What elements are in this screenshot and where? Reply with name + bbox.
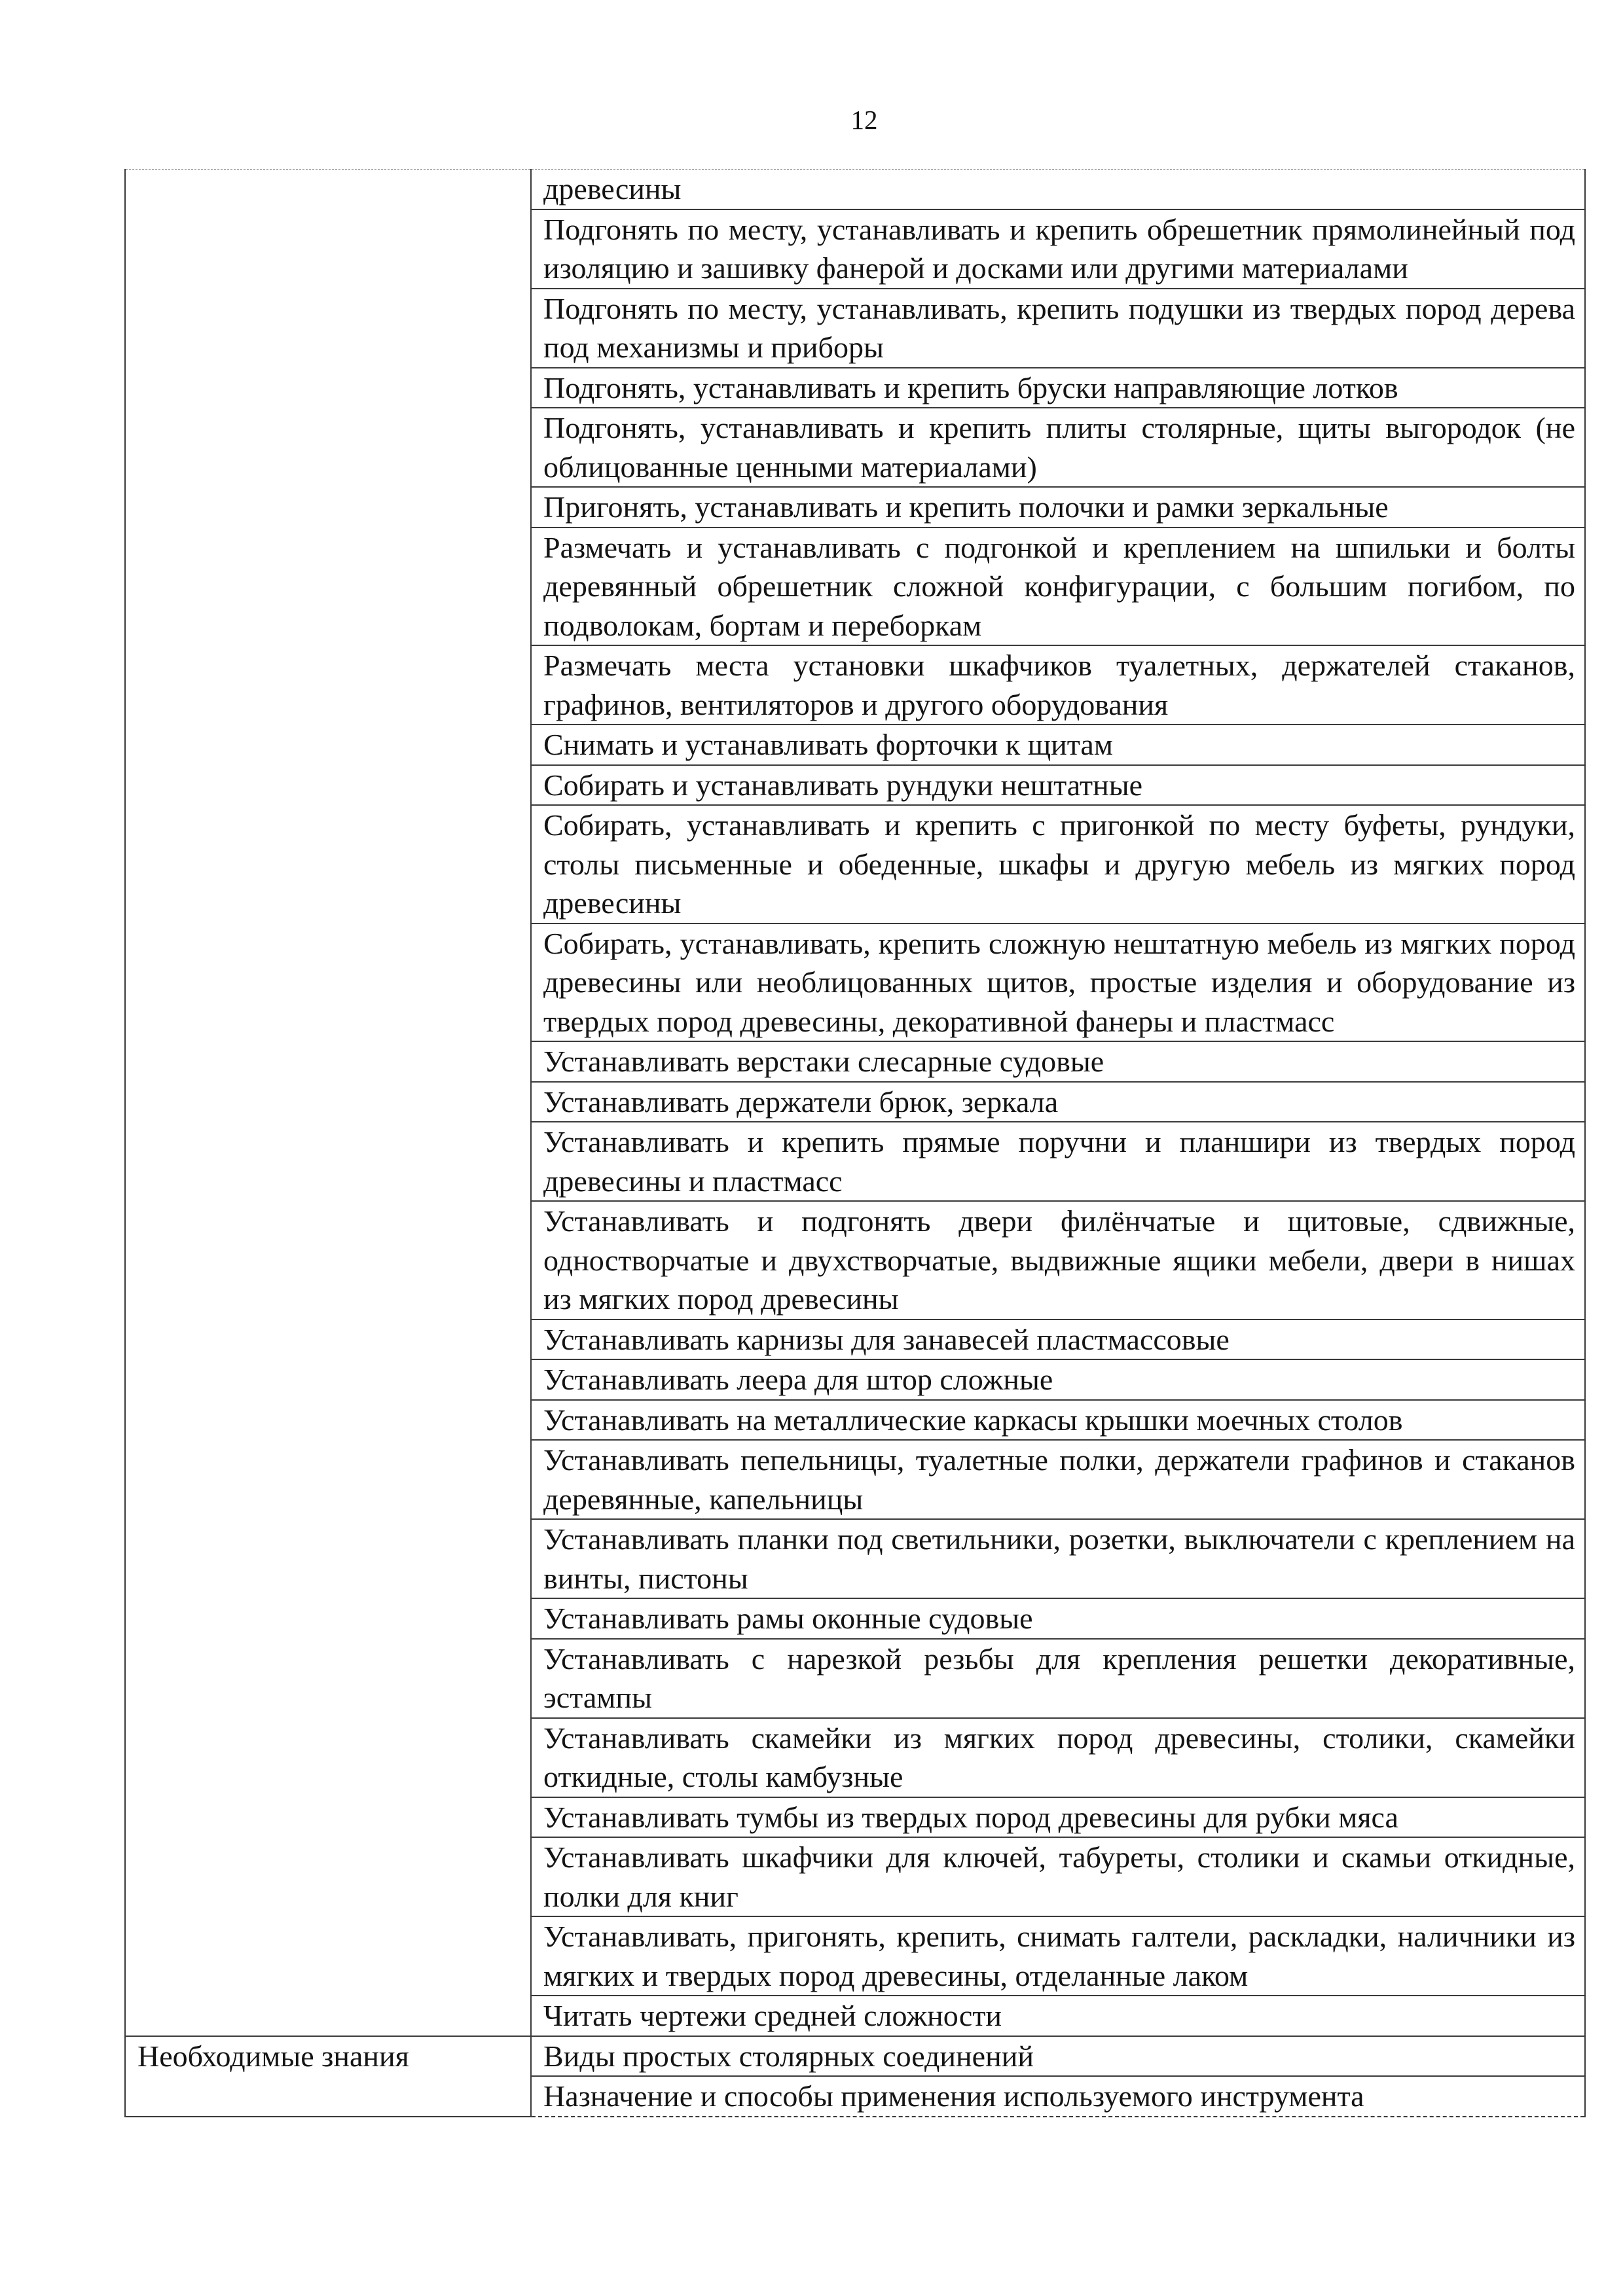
page-number: 12 <box>850 105 878 135</box>
skill-item: Устанавливать верстаки слесарные судовые <box>531 1041 1585 1082</box>
knowledge-label-cell: Необходимые знания <box>125 2036 531 2117</box>
skill-item: Собирать и устанавливать рундуки нештатные <box>531 765 1585 806</box>
skill-item: Устанавливать скамейки из мягких пород древесины, столики, скамейки откидные, столы камбузные <box>531 1718 1585 1797</box>
skill-item: Устанавливать леера для штор сложные <box>531 1359 1585 1400</box>
skill-item: древесины <box>531 170 1585 209</box>
skill-item: Подгонять по месту, устанавливать, крепить подушки из твердых пород дерева под механизмы и приборы <box>531 289 1585 368</box>
knowledge-item: Назначение и способы применения используемого инструмента <box>531 2076 1585 2117</box>
skill-item: Устанавливать планки под светильники, розетки, выключатели с креплением на винты, пистоны <box>531 1519 1585 1598</box>
skill-item: Устанавливать тумбы из твердых пород древесины для рубки мяса <box>531 1797 1585 1838</box>
skill-item: Подгонять по месту, устанавливать и крепить обрешетник прямолинейный под изоляцию и зашивку фанерой и досками или другими материалами <box>531 209 1585 289</box>
skill-item: Устанавливать держатели брюк, зеркала <box>531 1082 1585 1122</box>
skill-item: Собирать, устанавливать, крепить сложную нештатную мебель из мягких пород древесины или необлицованных щитов, простые изделия и оборудование из твердых пород древесины, декоративной фанеры и пластмасс <box>531 924 1585 1042</box>
skill-item: Читать чертежи средней сложности <box>531 1996 1585 2036</box>
skill-item: Устанавливать карнизы для занавесей пластмассовые <box>531 1319 1585 1360</box>
skill-item: Устанавливать пепельницы, туалетные полки, держатели графинов и стаканов деревянные, капельницы <box>531 1440 1585 1519</box>
skill-item: Снимать и устанавливать форточки к щитам <box>531 725 1585 765</box>
skill-item: Устанавливать на металлические каркасы крышки моечных столов <box>531 1400 1585 1441</box>
requirements-table <box>124 169 1586 2117</box>
skill-item: Собирать, устанавливать и крепить с пригонкой по месту буфеты, рундуки, столы письменные и обеденные, шкафы и другую мебель из мягких пород древесины <box>531 805 1585 924</box>
table-row <box>125 170 1585 209</box>
skill-item: Устанавливать, пригонять, крепить, снимать галтели, раскладки, наличники из мягких и твердых пород древесины, отделанные лаком <box>531 1916 1585 1996</box>
skill-item: Пригонять, устанавливать и крепить полочки и рамки зеркальные <box>531 487 1585 528</box>
skill-item: Подгонять, устанавливать и крепить плиты столярные, щиты выгородок (не облицованные ценными материалами) <box>531 408 1585 487</box>
skill-item: Устанавливать с нарезкой резьбы для крепления решетки декоративные, эстампы <box>531 1639 1585 1718</box>
skill-item: Устанавливать и крепить прямые поручни и планшири из твердых пород древесины и пластмасс <box>531 1122 1585 1201</box>
skill-item: Подгонять, устанавливать и крепить бруски направляющие лотков <box>531 368 1585 408</box>
skill-item: Размечать и устанавливать с подгонкой и креплением на шпильки и болты деревянный обрешетник сложной конфигурации, с большим погибом, по подволокам, бортам и переборкам <box>531 528 1585 646</box>
skill-item: Устанавливать шкафчики для ключей, табуреты, столики и скамьи откидные, полки для книг <box>531 1837 1585 1916</box>
skills-label-cell <box>125 170 531 2036</box>
skill-item: Размечать места установки шкафчиков туалетных, держателей стаканов, графинов, вентиляторов и другого оборудования <box>531 645 1585 725</box>
skill-item: Устанавливать рамы оконные судовые <box>531 1598 1585 1639</box>
skill-item: Устанавливать и подгонять двери филёнчатые и щитовые, сдвижные, одностворчатые и двухстворчатые, выдвижные ящики мебели, двери в нишах из мягких пород древесины <box>531 1201 1585 1319</box>
knowledge-item: Виды простых столярных соединений <box>531 2036 1585 2077</box>
table-row <box>125 2036 1585 2077</box>
